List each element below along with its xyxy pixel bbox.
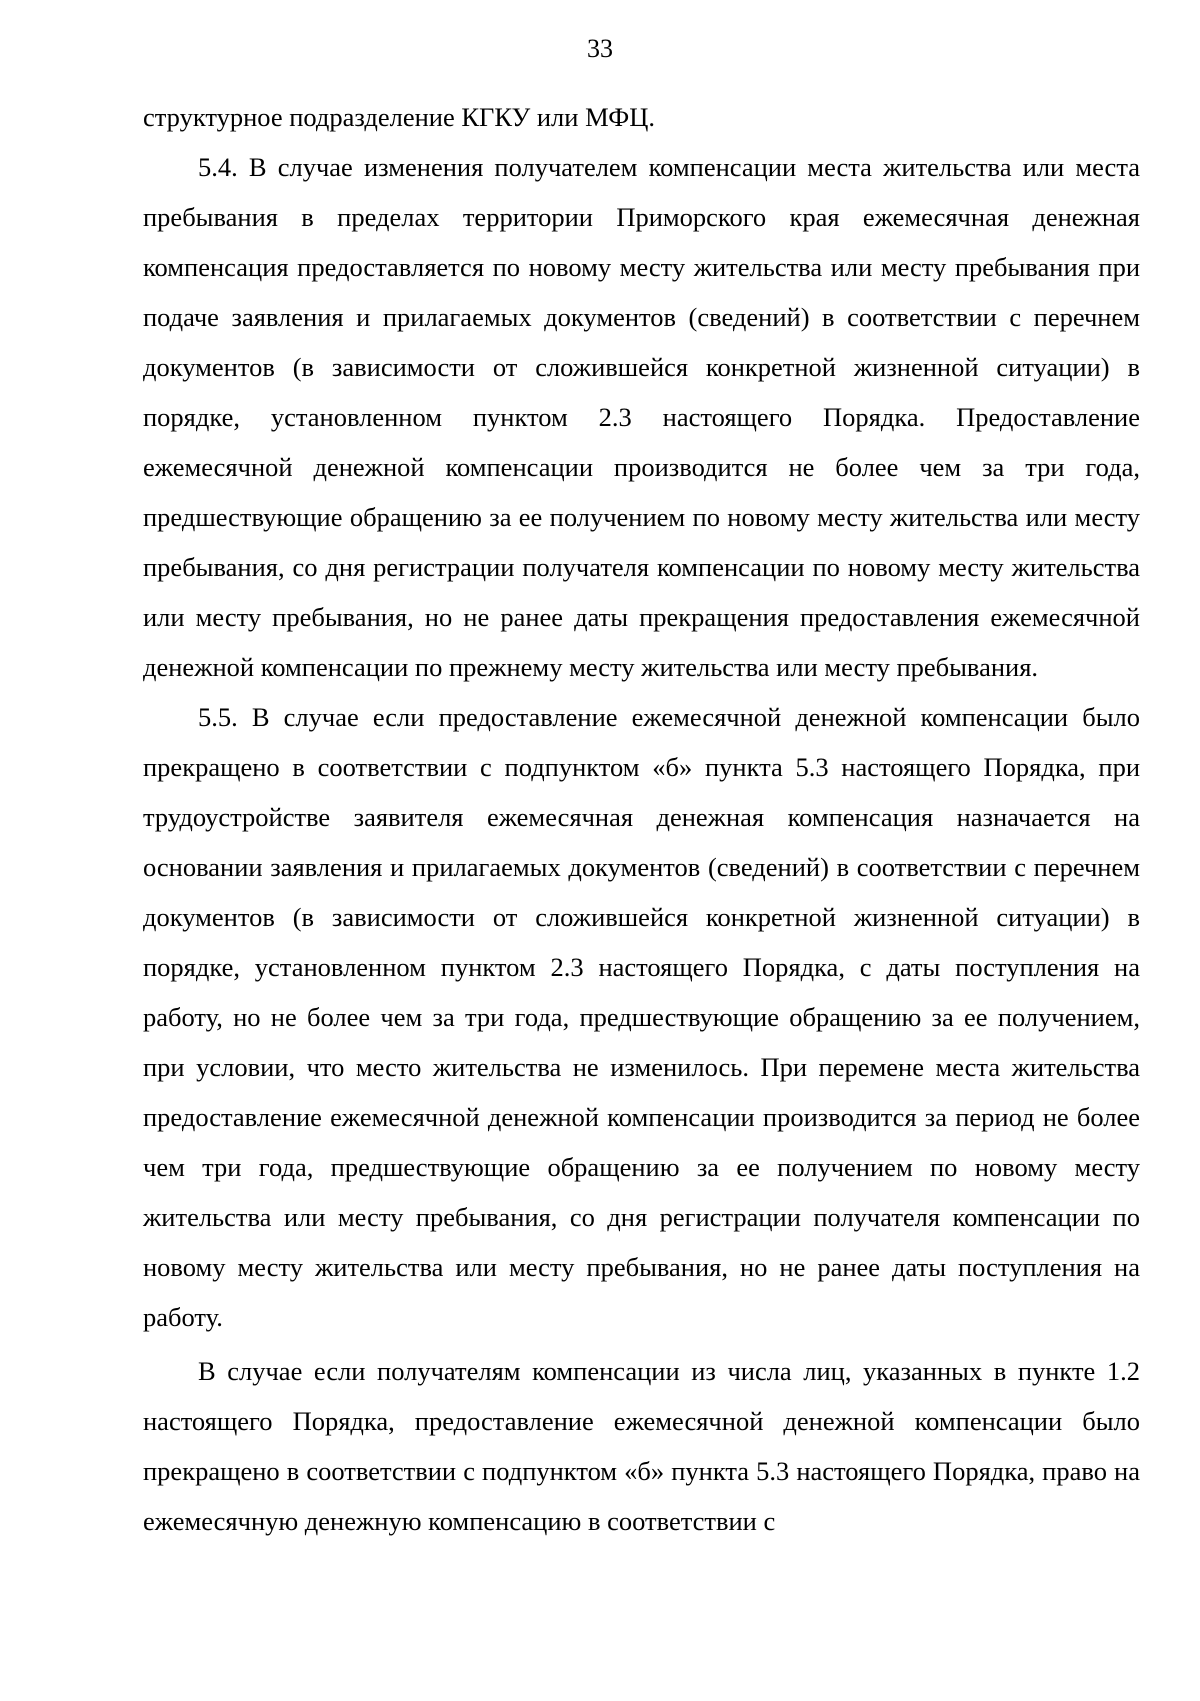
document-body [143, 92, 1140, 1546]
paragraph-5-4: 5.4. В случае изменения получателем компенсации места жительства или места пребывания в пределах территории Приморского края ежемесячная денежная компенсация предоставляется по новому месту жительства или месту пребывания при подаче заявления и прилагаемых документов (сведений) в соответствии с перечнем документов (в зависимости от сложившейся конкретной жизненной ситуации) в порядке, установленном пунктом 2.3 настоящего Порядка. Предоставление ежемесячной денежной компенсации производится не более чем за три года, предшествующие обращению за ее получением по новому месту жительства или месту пребывания, со дня регистрации получателя компенсации по новому месту жительства или месту пребывания, но не ранее даты прекращения предоставления ежемесячной денежной компенсации по прежнему месту жительства или месту пребывания. [143, 152, 1140, 682]
paragraph-continuation: структурное подразделение КГКУ или МФЦ. [143, 102, 656, 132]
paragraph-5-5: 5.5. В случае если предоставление ежемесячной денежной компенсации было прекращено в соответствии с подпунктом «б» пункта 5.3 настоящего Порядка, при трудоустройстве заявителя ежемесячная денежная компенсация назначается на основании заявления и прилагаемых документов (сведений) в соответствии с перечнем документов (в зависимости от сложившейся конкретной жизненной ситуации) в порядке, установленном пунктом 2.3 настоящего Порядка, с даты поступления на работу, но не более чем за три года, предшествующие обращению за ее получением, при условии, что место жительства не изменилось. При перемене места жительства предоставление ежемесячной денежной компенсации производится за период не более чем три года, предшествующие обращению за ее получением по новому месту жительства или месту пребывания, со дня регистрации получателя компенсации по новому месту жительства или месту пребывания, но не ранее даты поступления на работу. [143, 702, 1140, 1332]
page-number: 33 [587, 34, 613, 63]
paragraph-5-5-continued: В случае если получателям компенсации из числа лиц, указанных в пункте 1.2 настоящего Порядка, предоставление ежемесячной денежной компенсации было прекращено в соответствии с подпунктом «б» пункта 5.3 настоящего Порядка, право на ежемесячную денежную компенсацию в соответствии с [143, 1356, 1140, 1536]
